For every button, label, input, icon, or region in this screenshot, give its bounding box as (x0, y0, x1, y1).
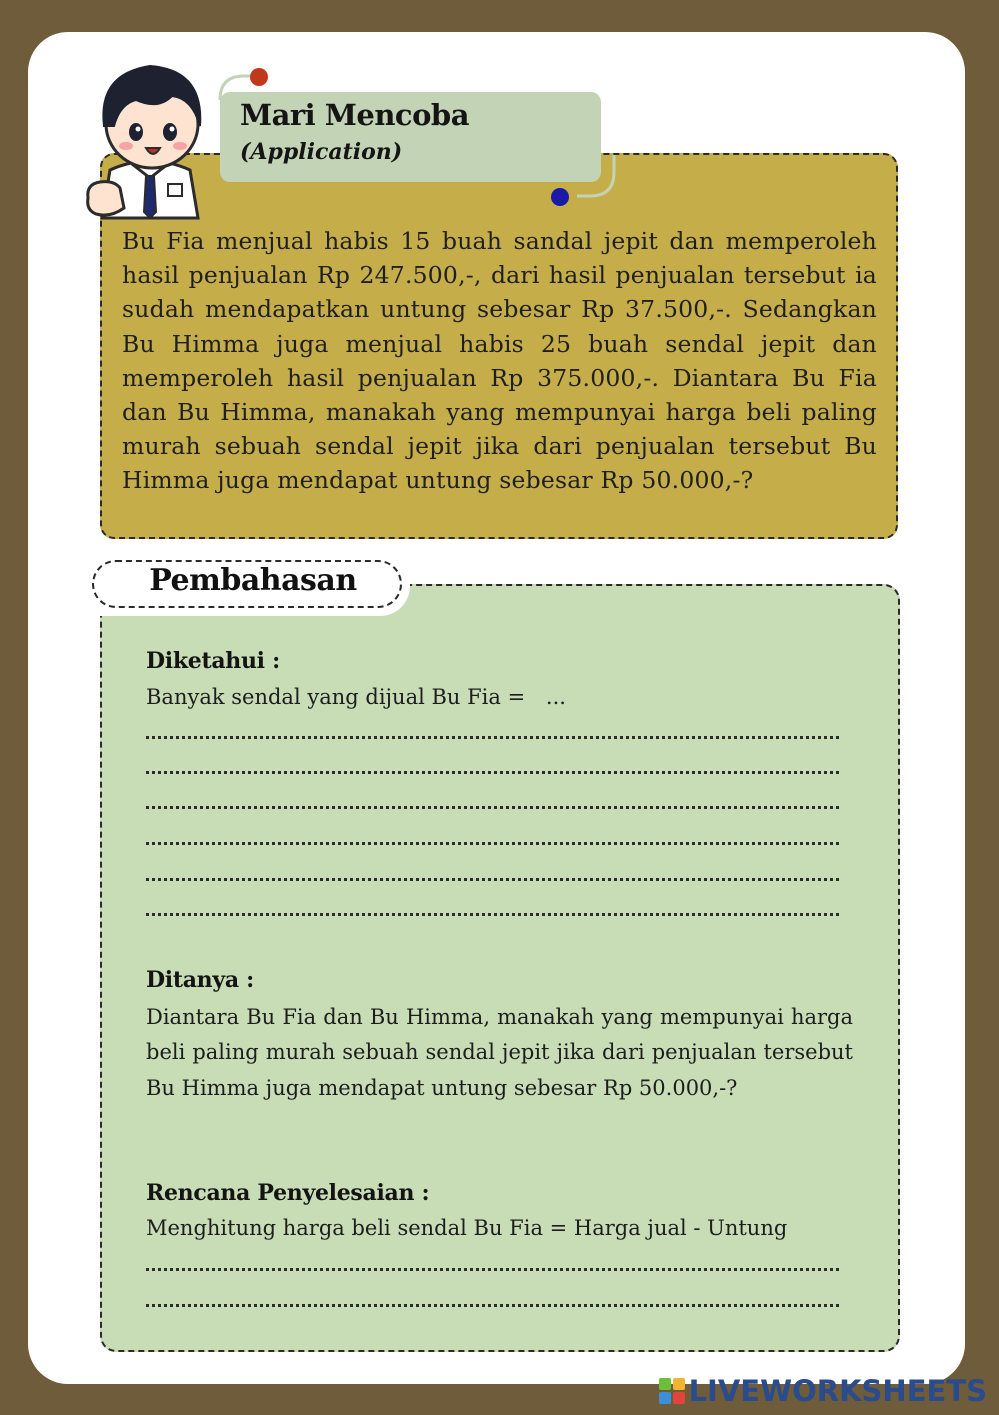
asked-text: Diantara Bu Fia dan Bu Himma, manakah yang mempunyai harga beli paling murah sebuah sendal jepit jika dari penjualan tersebut Bu Himma juga mendapat untung sebesar Rp 50.000,-? (146, 1005, 853, 1100)
problem-text: Bu Fia menjual habis 15 buah sandal jepit dan memperoleh hasil penjualan Rp 247.500,-, dari hasil penjualan tersebut ia sudah mendapatkan untung sebesar Rp 37.500,-. Sedangkan Bu Himma juga menjual habis 25 buah sendal jepit dan memperoleh hasil penjualan Rp 375.000,-. Diantara Bu Fia dan Bu Himma, manakah yang mempunyai harga beli paling murah sebuah sendal jepit jika dari penjualan tersebut Bu Himma juga mendapat untung sebesar Rp 50.000,-? (122, 227, 877, 495)
answer-line[interactable] (146, 771, 839, 774)
answer-line[interactable] (146, 736, 839, 739)
page-title: Mari Mencoba (240, 98, 469, 132)
plan-heading: Rencana Penyelesaian : (146, 1180, 430, 1206)
asked-heading: Ditanya : (146, 967, 254, 993)
page-subtitle: (Application) (240, 139, 403, 165)
answer-line[interactable] (146, 878, 839, 881)
known-first-line (146, 685, 566, 709)
known-heading: Diketahui : (146, 648, 280, 674)
answer-line[interactable] (146, 913, 839, 916)
red-dot-icon (250, 68, 268, 86)
liveworksheets-grid-icon (659, 1378, 685, 1404)
answer-line[interactable] (146, 1304, 839, 1307)
discussion-tab-label: Pembahasan (149, 563, 357, 598)
known-first-line-blank[interactable]: ... (545, 685, 566, 709)
liveworksheets-wordmark: LIVEWORKSHEETS (688, 1374, 987, 1408)
answer-line[interactable] (146, 1268, 839, 1271)
liveworksheets-logo[interactable] (659, 1371, 987, 1411)
blue-dot-icon (551, 188, 569, 206)
student-mascot-icon (80, 52, 220, 220)
known-first-line-label: Banyak sendal yang dijual Bu Fia = (146, 685, 526, 709)
plan-first-line: Menghitung harga beli sendal Bu Fia = Harga jual - Untung (146, 1216, 788, 1240)
answer-line[interactable] (146, 842, 839, 845)
answer-line[interactable] (146, 806, 839, 809)
